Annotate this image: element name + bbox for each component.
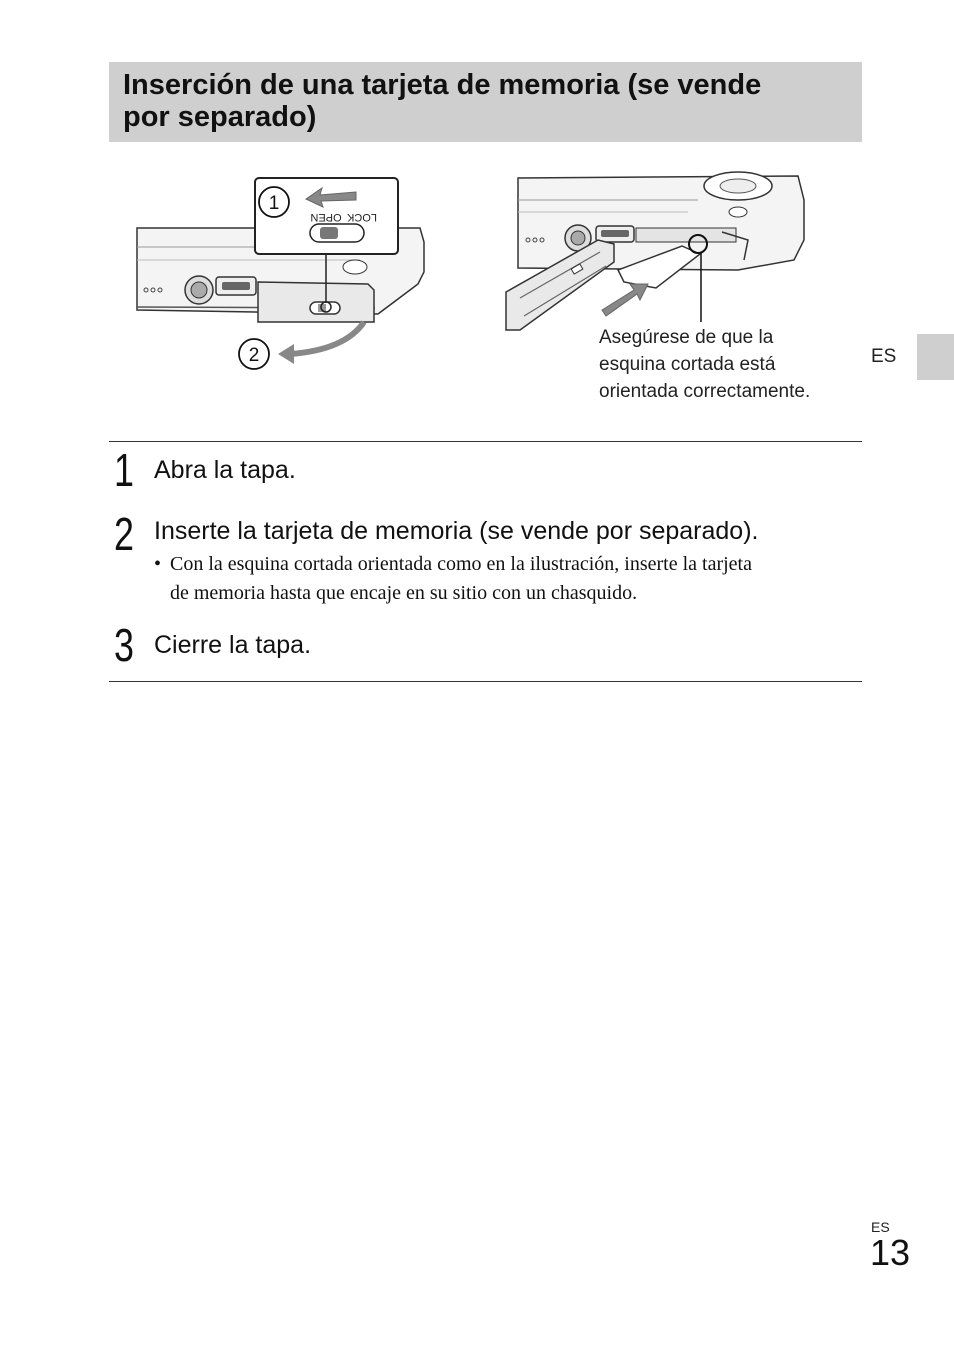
steps-top-rule	[109, 441, 862, 442]
card-slot	[636, 228, 736, 242]
section-title-band	[109, 62, 862, 142]
note-bullet: •	[154, 553, 162, 575]
side-language-tab	[917, 334, 954, 380]
note-line-2: de memoria hasta que encaje en su sitio con un chasquido.	[170, 582, 638, 604]
note-line-1: Con la esquina cortada orientada como en la ilustración, inserte la tarjeta	[170, 553, 752, 575]
step-number-2: 2	[114, 508, 134, 560]
section-title-line-1: Inserción de una tarjeta de memoria (se vende	[123, 69, 762, 101]
step-marker-1-label: 1	[268, 193, 280, 214]
open-cover-illustration	[130, 172, 430, 377]
step-text-3: Cierre la tapa.	[154, 631, 312, 659]
open-arrow-icon	[290, 322, 364, 354]
caption-line: orientada correctamente.	[599, 381, 811, 402]
section-title-line-2: por separado)	[123, 101, 317, 133]
section-title	[123, 69, 848, 133]
caption-line: Asegúrese de que la	[599, 327, 774, 348]
insert-arrow-icon	[602, 284, 648, 316]
step-number-1: 1	[114, 444, 134, 496]
step-text-2: Inserte la tarjeta de memoria (se vende por separado).	[154, 517, 759, 545]
page-number: 13	[870, 1232, 911, 1273]
caption-line: esquina cortada está	[599, 354, 776, 375]
switch-open-label: OPEN	[310, 211, 342, 223]
step-text-1: Abra la tapa.	[154, 456, 296, 484]
side-language-label: ES	[871, 346, 897, 367]
switch-lock-label: LOCK	[347, 211, 377, 223]
step-marker-2-label: 2	[248, 345, 260, 366]
page-language: ES	[871, 1219, 890, 1235]
steps-bottom-rule	[109, 681, 862, 682]
insert-card-illustration	[498, 170, 808, 342]
step-number-3: 3	[114, 619, 134, 671]
card-orientation-caption	[599, 324, 859, 405]
